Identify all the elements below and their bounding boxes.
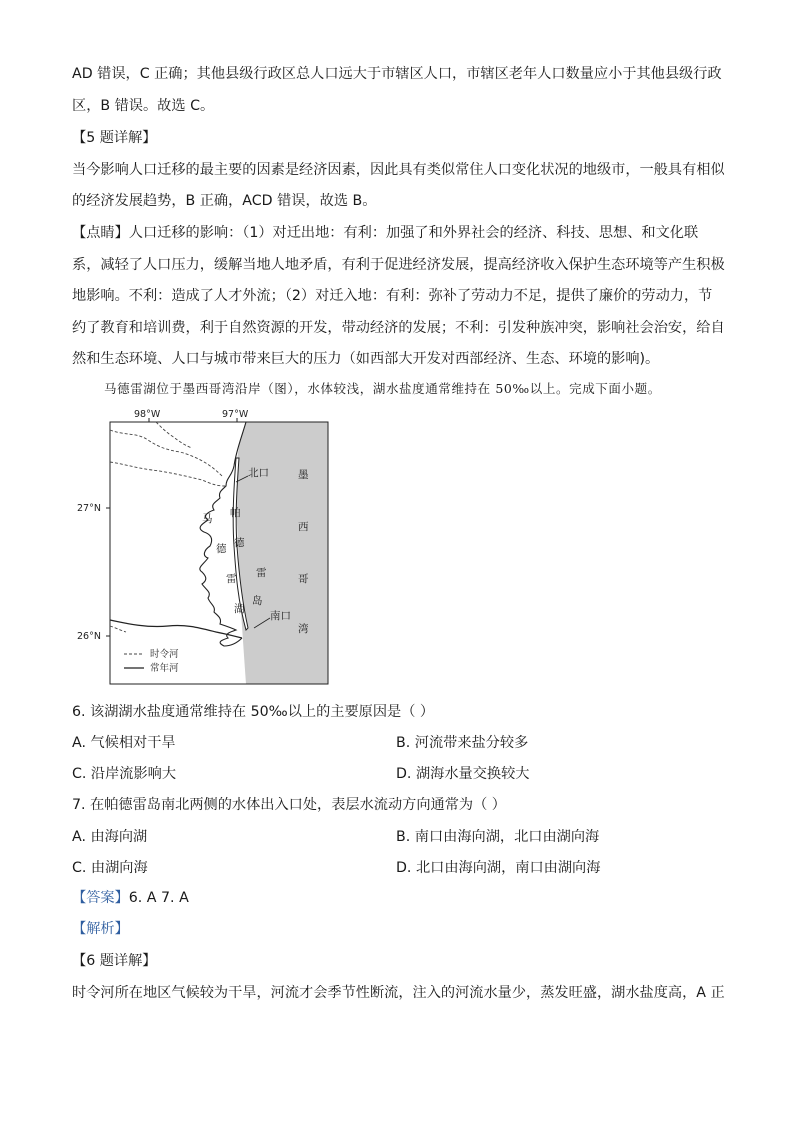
- q7-option-b: B. 南口由海向湖，北口由湖向海: [396, 829, 600, 845]
- seasonal-river: [156, 422, 192, 448]
- answer-text: 6. A 7. A: [128, 890, 189, 906]
- q7-option-c: C. 由湖向海: [72, 860, 148, 876]
- legend-seasonal-river: 时令河: [150, 649, 179, 660]
- sea-label: 哥: [298, 573, 309, 585]
- island-label: 雷: [256, 567, 267, 579]
- lon-label-98w: 98°W: [134, 409, 161, 420]
- sea-label: 墨: [298, 469, 309, 481]
- text-line: 的经济发展趋势，B 正确，ACD 错误，故选 B。: [72, 193, 377, 209]
- q6-option-c: C. 沿岸流影响大: [72, 766, 177, 782]
- text-line: 然和生态环境、人口与城市带来巨大的压力（如西部大开发对西部经济、生态、环境的影响)。: [72, 351, 660, 367]
- answer-line: [72, 888, 189, 908]
- north-inlet-label: 北口: [248, 467, 269, 479]
- seasonal-river: [110, 430, 222, 476]
- sea-label: 湾: [298, 623, 309, 635]
- question-7-stem: 7. 在帕德雷岛南北两侧的水体出入口处，表层水流动方向通常为（ ）: [72, 797, 506, 813]
- q6-option-d: D. 湖海水量交换较大: [396, 766, 530, 782]
- text-line: 【点睛】人口迁移的影响：（1）对迁出地：有利：加强了和外界社会的经济、科技、思想、和文化联: [72, 225, 699, 241]
- legend-perennial-river: 常年河: [150, 663, 179, 674]
- south-inlet-label: 南口: [270, 610, 291, 622]
- lat-label-26n: 26°N: [77, 631, 101, 642]
- question-6-stem: 6. 该湖湖水盐度通常维持在 50‰以上的主要原因是（ ）: [72, 704, 435, 720]
- lake-label: 雷: [226, 573, 237, 585]
- text-line: 约了教育和培训费，利于自然资源的开发，带动经济的发展；不利：引发种族冲突，影响社会治安，给自: [72, 320, 725, 336]
- sea-area: [236, 422, 328, 684]
- seasonal-river: [110, 626, 126, 632]
- lake-label: 德: [216, 543, 227, 555]
- lon-label-97w: 97°W: [222, 409, 249, 420]
- text-line: AD 错误，C 正确；其他县级行政区总人口远大于市辖区人口，市辖区老年人口数量应小于其他县级行政: [72, 66, 722, 82]
- seasonal-river: [110, 462, 226, 486]
- answer-label: 【答案】: [72, 890, 129, 906]
- sea-label: 西: [298, 521, 309, 533]
- q6-option-b: B. 河流带来盐分较多: [396, 735, 529, 751]
- lat-label-27n: 27°N: [77, 503, 101, 514]
- q7-option-a: A. 由海向湖: [72, 829, 148, 845]
- island-label: 岛: [252, 595, 263, 607]
- text-line: 地影响。不利：造成了人才外流；（2）对迁入地：有利：弥补了劳动力不足，提供了廉价的劳动力，节: [72, 288, 713, 304]
- q7-option-d: D. 北口由海向湖，南口由湖向海: [396, 860, 601, 876]
- detail-6-label: 【6 题详解】: [72, 953, 157, 969]
- lake-map: [76, 406, 338, 688]
- analysis-label: 【解析】: [72, 921, 129, 937]
- text-line: 系，减轻了人口压力，缓解当地人地矛盾，有利于促进经济发展，提高经济收入保护生态环境等产生积极: [72, 257, 725, 273]
- section-heading: 【5 题详解】: [72, 130, 157, 146]
- detail-6-text: 时令河所在地区气候较为干旱，河流才会季节性断流，注入的河流水量少，蒸发旺盛，湖水盐度高，A 正: [72, 985, 725, 1001]
- island-label: 帕: [230, 507, 241, 519]
- text-line: 当今影响人口迁移的最主要的因素是经济因素，因此具有类似常住人口变化状况的地级市，一般具有相似: [72, 162, 725, 178]
- text-line: 区，B 错误。故选 C。: [72, 98, 215, 114]
- perennial-river: [110, 620, 242, 638]
- lake-label: 湖: [234, 603, 245, 615]
- q6-option-a: A. 气候相对干旱: [72, 735, 176, 751]
- question-intro: 马德雷湖位于墨西哥湾沿岸（图），水体较浅，湖水盐度通常维持在 50‰以上。完成下面小题。: [104, 381, 661, 396]
- lake-label: 马: [202, 513, 213, 525]
- island-label: 德: [234, 537, 245, 549]
